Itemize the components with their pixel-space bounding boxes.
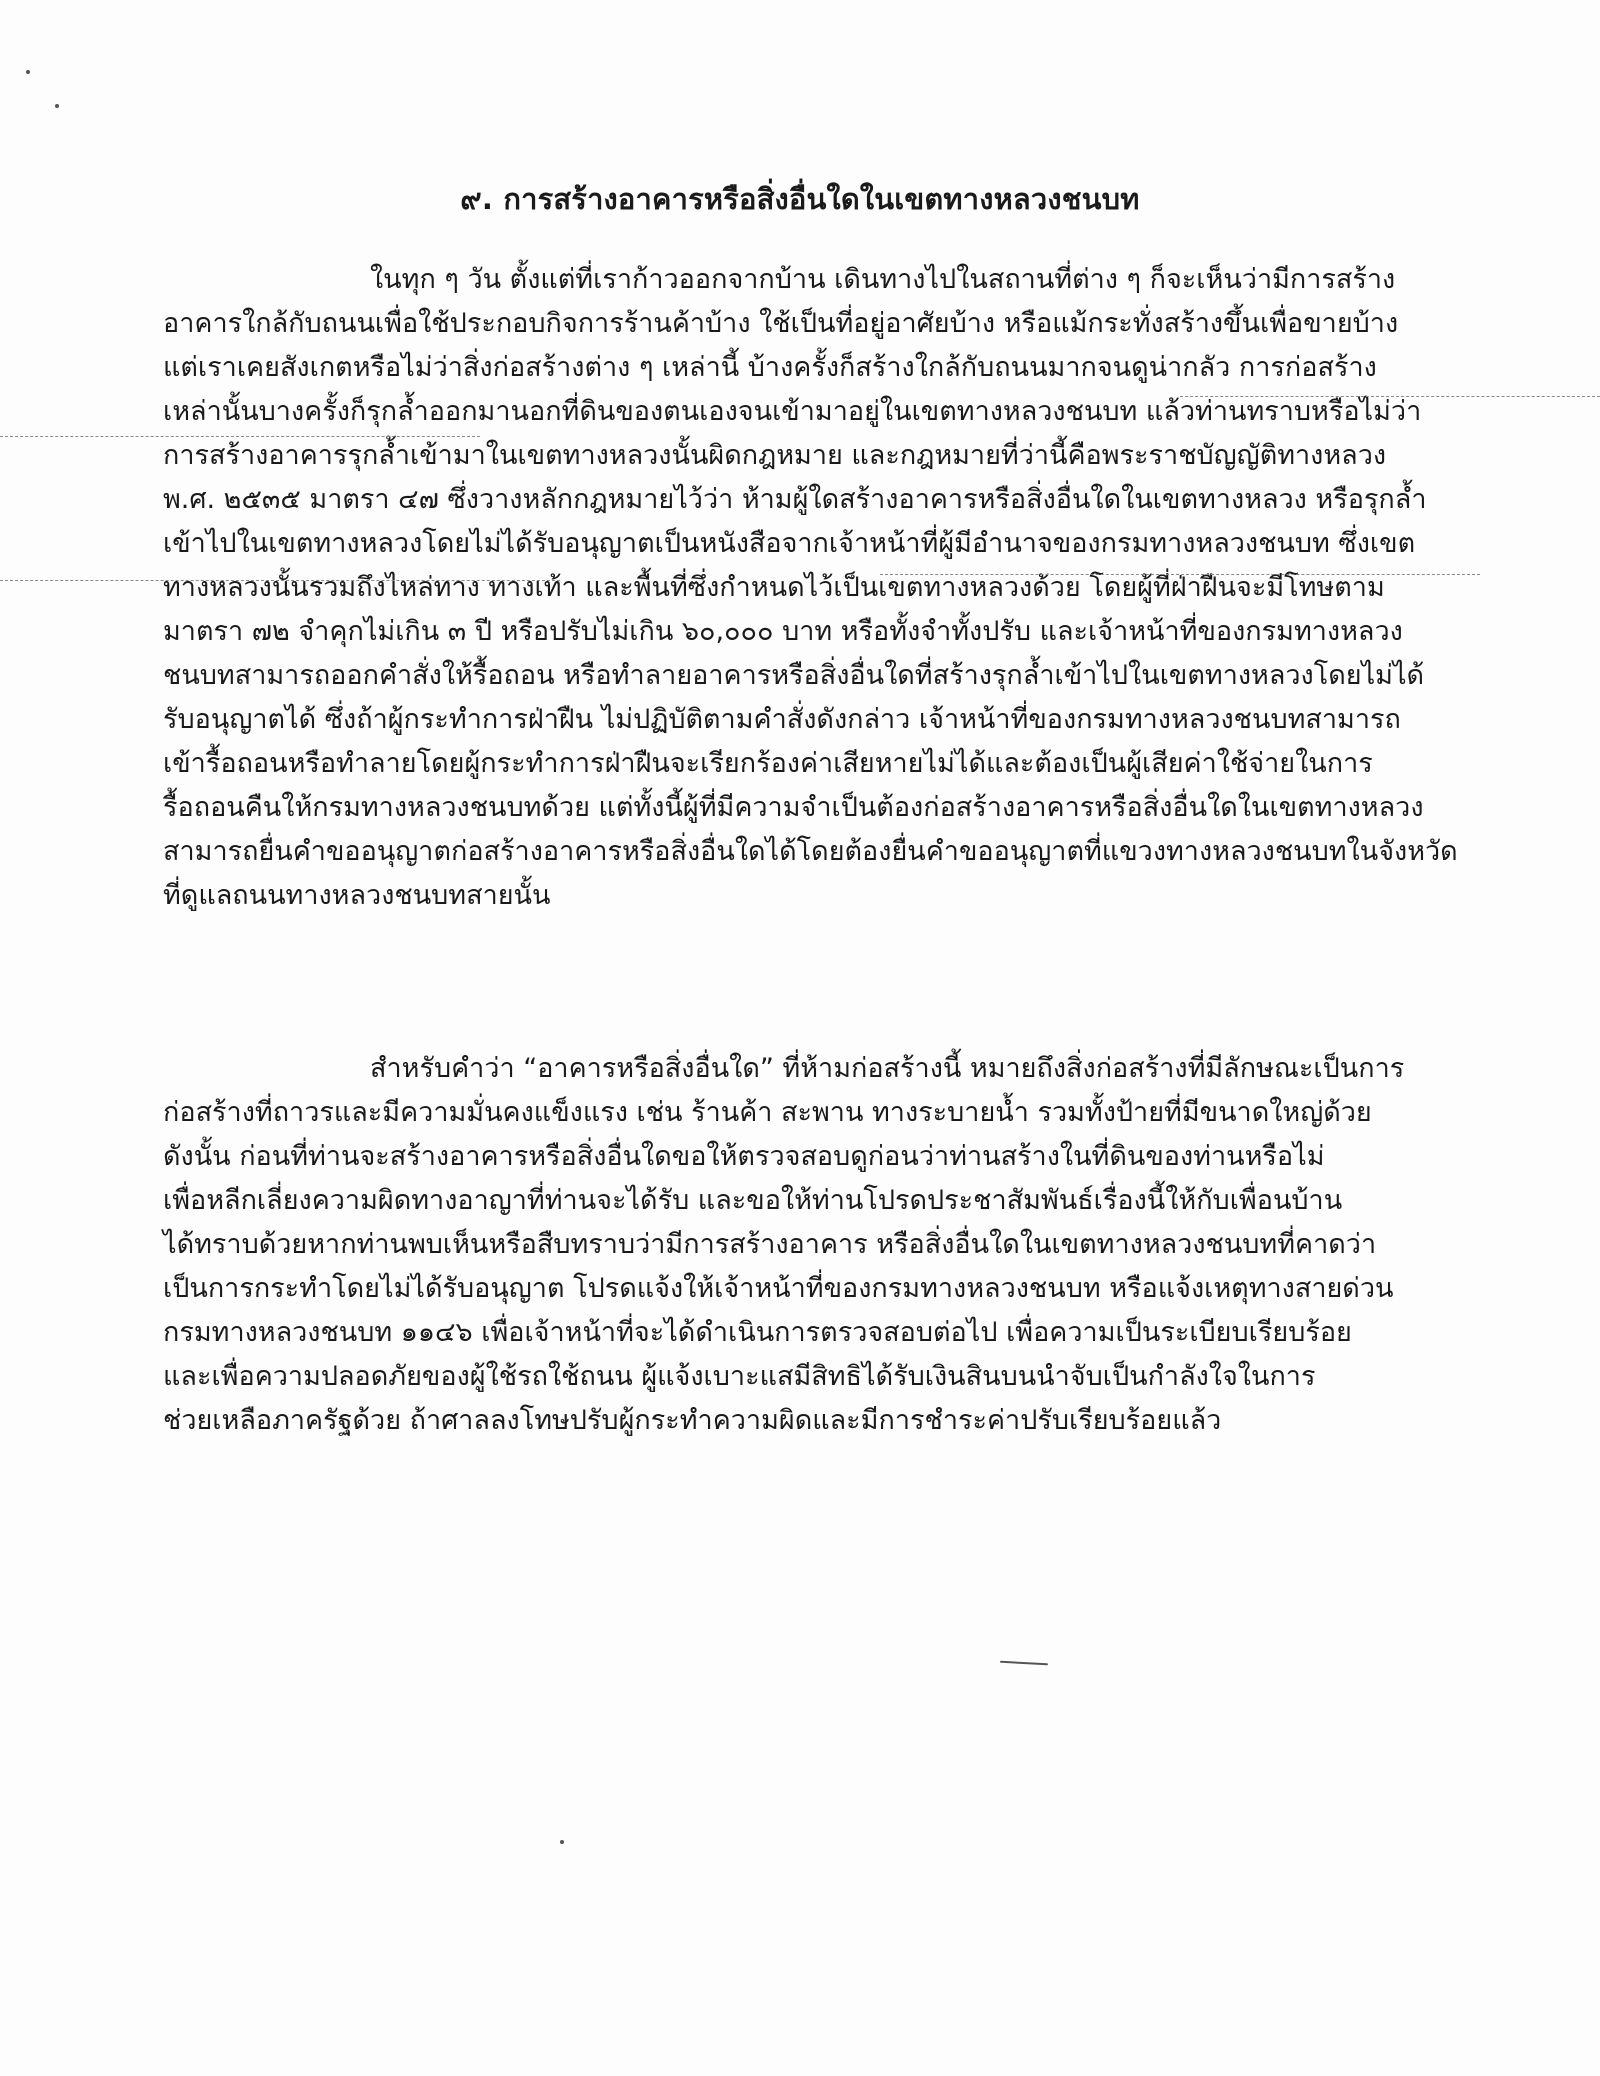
- page-title: ๙. การสร้างอาคารหรือสิ่งอื่นใดในเขตทางหลวงชนบท: [460, 182, 1140, 217]
- text-line: และเพื่อความปลอดภัยของผู้ใช้รถใช้ถนน ผู้แจ้งเบาะแสมีสิทธิได้รับเงินสินบนนำจับเป็นกำลังใจในการ: [163, 1361, 1316, 1392]
- text-line: ดังนั้น ก่อนที่ท่านจะสร้างอาคารหรือสิ่งอื่นใดขอให้ตรวจสอบดูก่อนว่าท่านสร้างในที่ดินของท่านหรือไม่: [163, 1141, 1325, 1172]
- text-line: เหล่านั้นบางครั้งก็รุกล้ำออกมานอกที่ดินของตนเองจนเข้ามาอยู่ในเขตทางหลวงชนบท แล้วท่านทราบหรือไม่ว่า: [163, 396, 1422, 427]
- paragraph-1: [163, 258, 1463, 918]
- text-line: รับอนุญาตได้ ซึ่งถ้าผู้กระทำการฝ่าฝืน ไม่ปฏิบัติตามคำสั่งดังกล่าว เจ้าหน้าที่ของกรมทางหลวงชนบทสามารถ: [163, 704, 1401, 735]
- scan-artifact-line: [880, 574, 1480, 575]
- text-line: มาตรา ๗๒ จำคุกไม่เกิน ๓ ปี หรือปรับไม่เกิน ๖๐,๐๐๐ บาท หรือทั้งจำทั้งปรับ และเจ้าหน้าที่ของกรมทางหลวง: [163, 616, 1403, 647]
- text-line: เพื่อหลีกเลี่ยงความผิดทางอาญาที่ท่านจะได้รับ และขอให้ท่านโปรดประชาสัมพันธ์เรื่องนี้ให้กับเพื่อนบ้าน: [163, 1185, 1343, 1216]
- text-line: รื้อถอนคืนให้กรมทางหลวงชนบทด้วย แต่ทั้งนี้ผู้ที่มีความจำเป็นต้องก่อสร้างอาคารหรือสิ่งอื่นใดในเขตทางหลวง: [163, 792, 1424, 823]
- text-line: ก่อสร้างที่ถาวรและมีความมั่นคงแข็งแรง เช่น ร้านค้า สะพาน ทางระบายน้ำ รวมทั้งป้ายที่มีขนาดใหญ่ด้วย: [163, 1097, 1372, 1128]
- scan-artifact-line: [1180, 396, 1600, 397]
- scan-artifact-mark: [1000, 1661, 1048, 1666]
- text-line: ที่ดูแลถนนทางหลวงชนบทสายนั้น: [163, 880, 551, 911]
- text-line: เข้ารื้อถอนหรือทำลายโดยผู้กระทำการฝ่าฝืนจะเรียกร้องค่าเสียหายไม่ได้และต้องเป็นผู้เสียค่าใช้จ่ายในการ: [163, 748, 1373, 779]
- text-line: เป็นการกระทำโดยไม่ได้รับอนุญาต โปรดแจ้งให้เจ้าหน้าที่ของกรมทางหลวงชนบท หรือแจ้งเหตุทางสายด่วน: [163, 1273, 1394, 1304]
- scan-artifact-line: [0, 436, 480, 437]
- text-line: ในทุก ๆ วัน ตั้งแต่ที่เราก้าวออกจากบ้าน เดินทางไปในสถานที่ต่าง ๆ ก็จะเห็นว่ามีการสร้าง: [370, 264, 1396, 295]
- text-line: สำหรับคำว่า “อาคารหรือสิ่งอื่นใด” ที่ห้ามก่อสร้างนี้ หมายถึงสิ่งก่อสร้างที่มีลักษณะเป็นการ: [370, 1053, 1405, 1084]
- scan-artifact-line: [0, 580, 560, 581]
- text-line: ได้ทราบด้วยหากท่านพบเห็นหรือสืบทราบว่ามีการสร้างอาคาร หรือสิ่งอื่นใดในเขตทางหลวงชนบทที่คาดว่า: [163, 1229, 1377, 1260]
- text-line: เข้าไปในเขตทางหลวงโดยไม่ได้รับอนุญาตเป็นหนังสือจากเจ้าหน้าที่ผู้มีอำนาจของกรมทางหลวงชนบท ซึ่งเขต: [163, 528, 1416, 559]
- scan-artifact-dot: [55, 104, 59, 108]
- text-line: กรมทางหลวงชนบท ๑๑๔๖ เพื่อเจ้าหน้าที่จะได้ดำเนินการตรวจสอบต่อไป เพื่อความเป็นระเบียบเรียบร้อย: [163, 1317, 1352, 1348]
- text-line: ทางหลวงนั้นรวมถึงไหล่ทาง ทางเท้า และพื้นที่ซึ่งกำหนดไว้เป็นเขตทางหลวงด้วย โดยผู้ที่ฝ่าฝืนจะมีโทษตาม: [163, 572, 1385, 603]
- paragraph-2: [163, 1047, 1463, 1443]
- text-line: อาคารใกล้กับถนนเพื่อใช้ประกอบกิจการร้านค้าบ้าง ใช้เป็นที่อยู่อาศัยบ้าง หรือแม้กระทั่งสร้างขึ้นเพื่อขายบ้าง: [163, 308, 1399, 339]
- scan-artifact-dot: [26, 70, 30, 74]
- text-line: การสร้างอาคารรุกล้ำเข้ามาในเขตทางหลวงนั้นผิดกฎหมาย และกฎหมายที่ว่านี้คือพระราชบัญญัติทางหลวง: [163, 440, 1387, 471]
- text-line: ช่วยเหลือภาครัฐด้วย ถ้าศาลลงโทษปรับผู้กระทำความผิดและมีการชำระค่าปรับเรียบร้อยแล้ว: [163, 1405, 1222, 1436]
- scan-artifact-dot: [560, 1840, 564, 1844]
- text-line: แต่เราเคยสังเกตหรือไม่ว่าสิ่งก่อสร้างต่าง ๆ เหล่านี้ บ้างครั้งก็สร้างใกล้กับถนนมากจนดูน่ากลัว การก่อสร้าง: [163, 352, 1377, 383]
- text-line: พ.ศ. ๒๕๓๕ มาตรา ๔๗ ซึ่งวางหลักกฎหมายไว้ว่า ห้ามผู้ใดสร้างอาคารหรือสิ่งอื่นใดในเขตทางหลวง หรือรุกล้ำ: [163, 484, 1427, 515]
- text-line: สามารถยื่นคำขออนุญาตก่อสร้างอาคารหรือสิ่งอื่นใดได้โดยต้องยื่นคำขออนุญาตที่แขวงทางหลวงชนบทในจังหวัด: [163, 836, 1458, 867]
- text-line: ชนบทสามารถออกคำสั่งให้รื้อถอน หรือทำลายอาคารหรือสิ่งอื่นใดที่สร้างรุกล้ำเข้าไปในเขตทางหลวงโดยไม่ได้: [163, 660, 1425, 691]
